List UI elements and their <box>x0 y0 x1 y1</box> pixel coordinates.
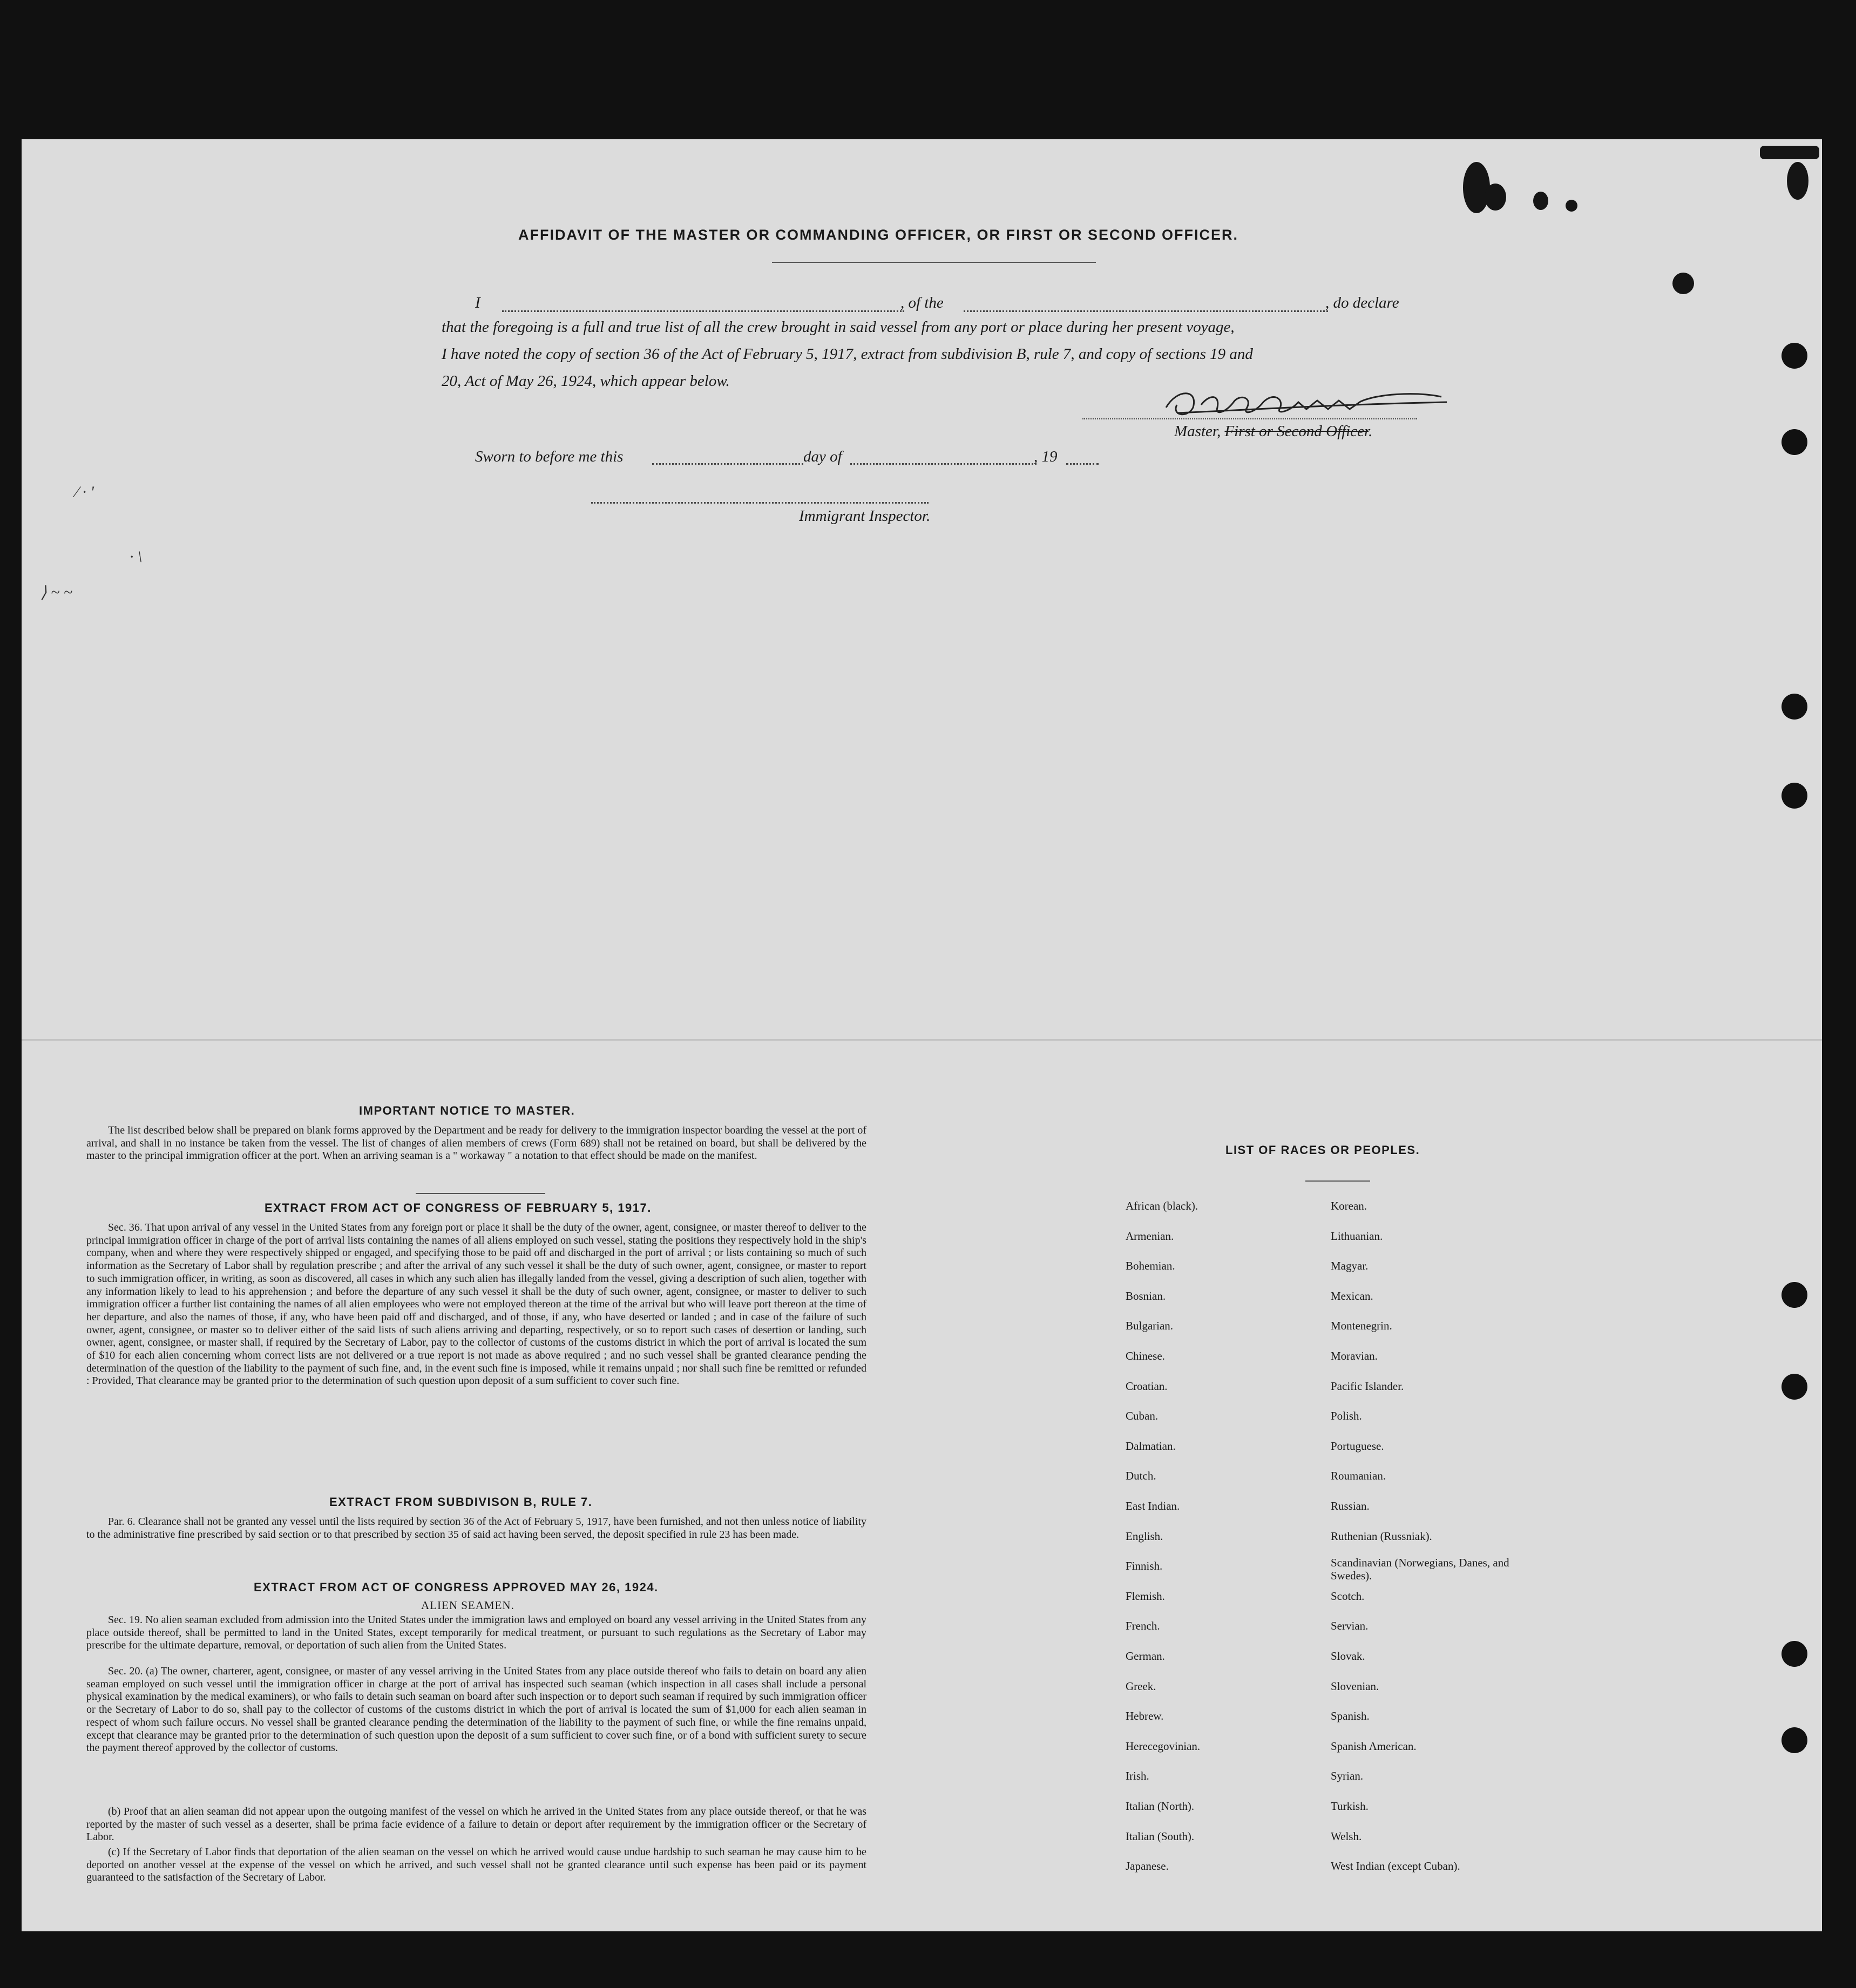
races-underline <box>1305 1180 1370 1182</box>
extract-1924-subtitle: ALIEN SEAMEN. <box>421 1599 514 1612</box>
race-item: Pacific Islander. <box>1331 1379 1404 1393</box>
race-item: Italian (South). <box>1126 1829 1195 1843</box>
race-item: Finnish. <box>1126 1559 1163 1573</box>
race-item: Bohemian. <box>1126 1259 1175 1273</box>
race-item: French. <box>1126 1619 1160 1633</box>
affiant-name-field[interactable] <box>502 310 904 312</box>
race-item: Korean. <box>1331 1199 1367 1212</box>
race-item: Portuguese. <box>1331 1439 1384 1453</box>
race-item: Magyar. <box>1331 1259 1369 1273</box>
race-item: Ruthenian (Russniak). <box>1331 1529 1432 1543</box>
race-item: Moravian. <box>1331 1349 1378 1362</box>
punch-hole <box>1782 694 1807 720</box>
sec20c-body: (c) If the Secretary of Labor finds that deportation of the alien seaman on the vessel on which he arrived would cause undue hardship to such seaman he may cause him to be deported on another vessel at the expense of the vessel on which he arrived, and such vessel shall not be granted clearance until such expense has been paid or its payment guaranteed to the satisfaction of the Secretary of Labor. <box>86 1846 866 1884</box>
race-item: Dutch. <box>1126 1469 1156 1483</box>
affidavit-line1-i: I <box>475 294 480 311</box>
race-item: German. <box>1126 1650 1165 1663</box>
notice-title: IMPORTANT NOTICE TO MASTER. <box>359 1104 575 1117</box>
affidavit-line2: that the foregoing is a full and true list of all the crew brought in said vessel from any port or place during her present voyage, <box>442 318 1235 336</box>
race-item: Croatian. <box>1126 1379 1168 1393</box>
race-item: African (black). <box>1126 1199 1198 1212</box>
race-item: Scotch. <box>1331 1589 1365 1603</box>
punch-hole <box>1782 1282 1807 1308</box>
race-item: Herecegovinian. <box>1126 1739 1201 1753</box>
margin-pencil-mark: ⟩ ~ ~ <box>40 583 73 601</box>
ink-blot <box>1463 162 1490 213</box>
race-item: Polish. <box>1331 1409 1362 1423</box>
race-item: Welsh. <box>1331 1829 1362 1843</box>
race-item: Hebrew. <box>1126 1709 1164 1723</box>
race-item: Servian. <box>1331 1619 1369 1633</box>
race-item: West Indian (except Cuban). <box>1331 1860 1460 1873</box>
sec20b-body: (b) Proof that an alien seaman did not appear upon the outgoing manifest of the vessel on which he arrived in the United States from any place outside thereof, or that he was reported by the master of such vessel as a deserter, shall be prima facie evidence of a failure to detain or deport after requirement by the immigration officer or the Secretary of Labor. <box>86 1806 866 1843</box>
race-item: Greek. <box>1126 1679 1156 1693</box>
race-item: Chinese. <box>1126 1349 1165 1362</box>
rule7-title: EXTRACT FROM SUBDIVISON B, RULE 7. <box>329 1495 593 1509</box>
race-item: Lithuanian. <box>1331 1229 1383 1243</box>
race-item: Roumanian. <box>1331 1469 1386 1483</box>
inspector-signature-field[interactable] <box>591 502 929 504</box>
ink-blot <box>1787 162 1808 200</box>
punch-hole <box>1782 343 1807 369</box>
race-item: Dalmatian. <box>1126 1439 1176 1453</box>
margin-pencil-mark: ⁄ · ' <box>76 483 94 501</box>
affidavit-title: AFFIDAVIT OF THE MASTER OR COMMANDING OFFICER, OR FIRST OR SECOND OFFICER. <box>518 227 1238 243</box>
race-item: Cuban. <box>1126 1409 1159 1423</box>
ink-blot <box>1485 184 1506 211</box>
race-item: Spanish American. <box>1331 1739 1417 1753</box>
ink-blot <box>1760 146 1819 159</box>
sworn-day-of: day of <box>803 448 842 465</box>
race-item: Scandinavian (Norwegians, Danes, and Swedes). <box>1331 1556 1509 1583</box>
sworn-day-field[interactable] <box>652 463 803 465</box>
vessel-name-field[interactable] <box>964 310 1328 312</box>
rule7-body: Par. 6. Clearance shall not be granted any vessel until the lists required by section 36 of the Act of February 5, 1917, have been furnished, and not then unless notice of liability to the administrative fine prescribed by said section or to that prescribed by section 35 of said act having been served, the deposit specified in rule 23 has been made. <box>86 1516 866 1541</box>
race-item: Slovak. <box>1331 1650 1365 1663</box>
sec20a-body: Sec. 20. (a) The owner, charterer, agent, consignee, or master of any vessel arriving in the United States from any place outside thereof who fails to detain on board any alien seaman employed on such vessel until the immigration officer in charge at the port of arrival has inspected such seaman (which inspection in all cases shall include a personal physical examination by the medical examiners), or who fails to detain such seaman on board after such inspection or to deport such seaman if required by such immigration officer or the Secretary of Labor to do so, shall pay to the collector of customs of the customs district in which the port of arrival is located the sum of $1,000 for each alien seaman in respect of whom such failure occurs. No vessel shall be granted clearance pending the determination of the liability to the payment of such fine, or while the fine remains unpaid, except that clearance may be granted prior to the determination of such question upon the deposit of a sum sufficient to cover such fine, or of a bond with sufficient surety to secure the payment thereof approved by the collector of customs. <box>86 1665 866 1754</box>
extract-1917-title: EXTRACT FROM ACT OF CONGRESS OF FEBRUARY 5, 1917. <box>265 1201 652 1214</box>
race-item: Mexican. <box>1331 1289 1373 1302</box>
ink-blot <box>1533 192 1548 210</box>
race-item: Russian. <box>1331 1500 1370 1512</box>
signature-line <box>1082 418 1417 419</box>
notice-body: The list described below shall be prepared on blank forms approved by the Department and be ready for delivery to the immigration inspector boarding the vessel at the port of arrival, and shall in no instance be taken from the vessel. The list of changes of alien members of crews (Form 689) shall not be retained on board, but shall be delivered by the master to the principal immigration officer at the port. When an arriving seaman is a " workaway " a notation to that effect should be made on the manifest. <box>86 1124 866 1162</box>
punch-hole <box>1782 1727 1807 1753</box>
race-item: Montenegrin. <box>1331 1319 1392 1333</box>
race-item: Syrian. <box>1331 1769 1364 1783</box>
race-item: Bosnian. <box>1126 1289 1166 1302</box>
race-item: Irish. <box>1126 1769 1149 1783</box>
race-item: Spanish. <box>1331 1709 1370 1723</box>
margin-pencil-mark: · \ <box>130 548 143 566</box>
title-underline <box>772 262 1096 263</box>
race-item: Turkish. <box>1331 1800 1369 1813</box>
master-signature <box>1161 378 1452 421</box>
punch-hole <box>1782 1374 1807 1400</box>
signature-role: Master, First or Second Officer. <box>1174 423 1373 440</box>
race-item: Flemish. <box>1126 1589 1165 1603</box>
race-item: East Indian. <box>1126 1500 1180 1512</box>
race-item: English. <box>1126 1529 1163 1543</box>
notice-divider <box>416 1193 545 1194</box>
extract-1924-title: EXTRACT FROM ACT OF CONGRESS APPROVED MAY 26, 1924. <box>254 1580 659 1594</box>
page-fold-line <box>22 1039 1822 1041</box>
race-item: Armenian. <box>1126 1229 1174 1243</box>
extract-1917-body: Sec. 36. That upon arrival of any vessel in the United States from any foreign port or place it shall be the duty of the owner, agent, consignee, or master thereof to deliver to the principal immigration officer in charge of the port of arrival lists containing the names of all aliens employed on such vessel, stating the positions they respectively hold in the ship's company, when and where they were respectively shipped or engaged, and specifying those to be paid off and discharged in the port of arrival ; or lists containing so much of such information as the Secretary of Labor shall by regulation prescribe ; and after the arrival of any such vessel it shall be the duty of such owner, agent, consignee, or master to report to such immigration officer, in writing, as soon as discovered, all cases in which any such alien has illegally landed from the vessel, giving a description of such alien, together with any information likely to lead to his apprehension ; and before the departure of any such vessel it shall be the duty of such owner, agent, consignee, or master to deliver to such immigration officer a further list containing the names of all alien employees who were not employed thereon at the time of the arrival but who will leave port thereon at the time of her departure, and also the names of those, if any, who have been paid off and discharged, and of those, if any, who have deserted or landed ; and in case of the failure of such owner, agent, consignee, or master so to deliver either of the said lists of such aliens arriving and departing, respectively, or so to report such cases of desertion or landing, such owner, agent, consignee, or master shall, if required by the Secretary of Labor, pay to the collector of customs of the customs district in which the port of arrival is located the sum of $10 for each alien concerning whom correct lists are not delivered or a true report is not made as above required ; and no such vessel shall be granted clearance pending the determination of the question of the liability to the payment of such fine, and, in the event such fine is imposed, while it remains unpaid ; nor shall such fine be remitted or refunded : Provided, That clearance may be granted prior to the determination of such question upon deposit of a sum sufficient to cover such fine. <box>86 1222 866 1387</box>
sec19-body: Sec. 19. No alien seaman excluded from admission into the United States under the immigration laws and employed on board any vessel arriving in the United States from any place outside thereof, shall be permitted to land in the United States, except temporarily for medical treatment, or pursuant to such regulations as the Secretary of Labor may prescribe for the ultimate departure, removal, or deportation of such alien from the United States. <box>86 1614 866 1652</box>
document-page <box>22 139 1822 1931</box>
race-item: Italian (North). <box>1126 1800 1195 1813</box>
race-item: Japanese. <box>1126 1860 1169 1873</box>
affidavit-line1-of-the: , of the <box>900 294 944 311</box>
sworn-year-field[interactable] <box>1066 463 1099 465</box>
sworn-prefix: Sworn to before me this <box>475 448 624 465</box>
affidavit-line1-declare: , do declare <box>1325 294 1399 311</box>
race-item: Slovenian. <box>1331 1679 1379 1693</box>
ink-blot <box>1566 200 1577 212</box>
ink-blot <box>1672 273 1694 294</box>
punch-hole <box>1782 429 1807 455</box>
punch-hole <box>1782 1641 1807 1667</box>
race-item: Bulgarian. <box>1126 1319 1174 1333</box>
sworn-year: , 19 <box>1034 448 1058 465</box>
inspector-label: Immigrant Inspector. <box>799 507 931 525</box>
punch-hole <box>1782 783 1807 809</box>
sworn-month-field[interactable] <box>850 463 1037 465</box>
affidavit-line3: I have noted the copy of section 36 of the Act of February 5, 1917, extract from subdivision B, rule 7, and copy of sections 19 and <box>442 345 1253 363</box>
affidavit-line4: 20, Act of May 26, 1924, which appear below. <box>442 372 730 390</box>
races-title: LIST OF RACES OR PEOPLES. <box>1225 1143 1420 1157</box>
